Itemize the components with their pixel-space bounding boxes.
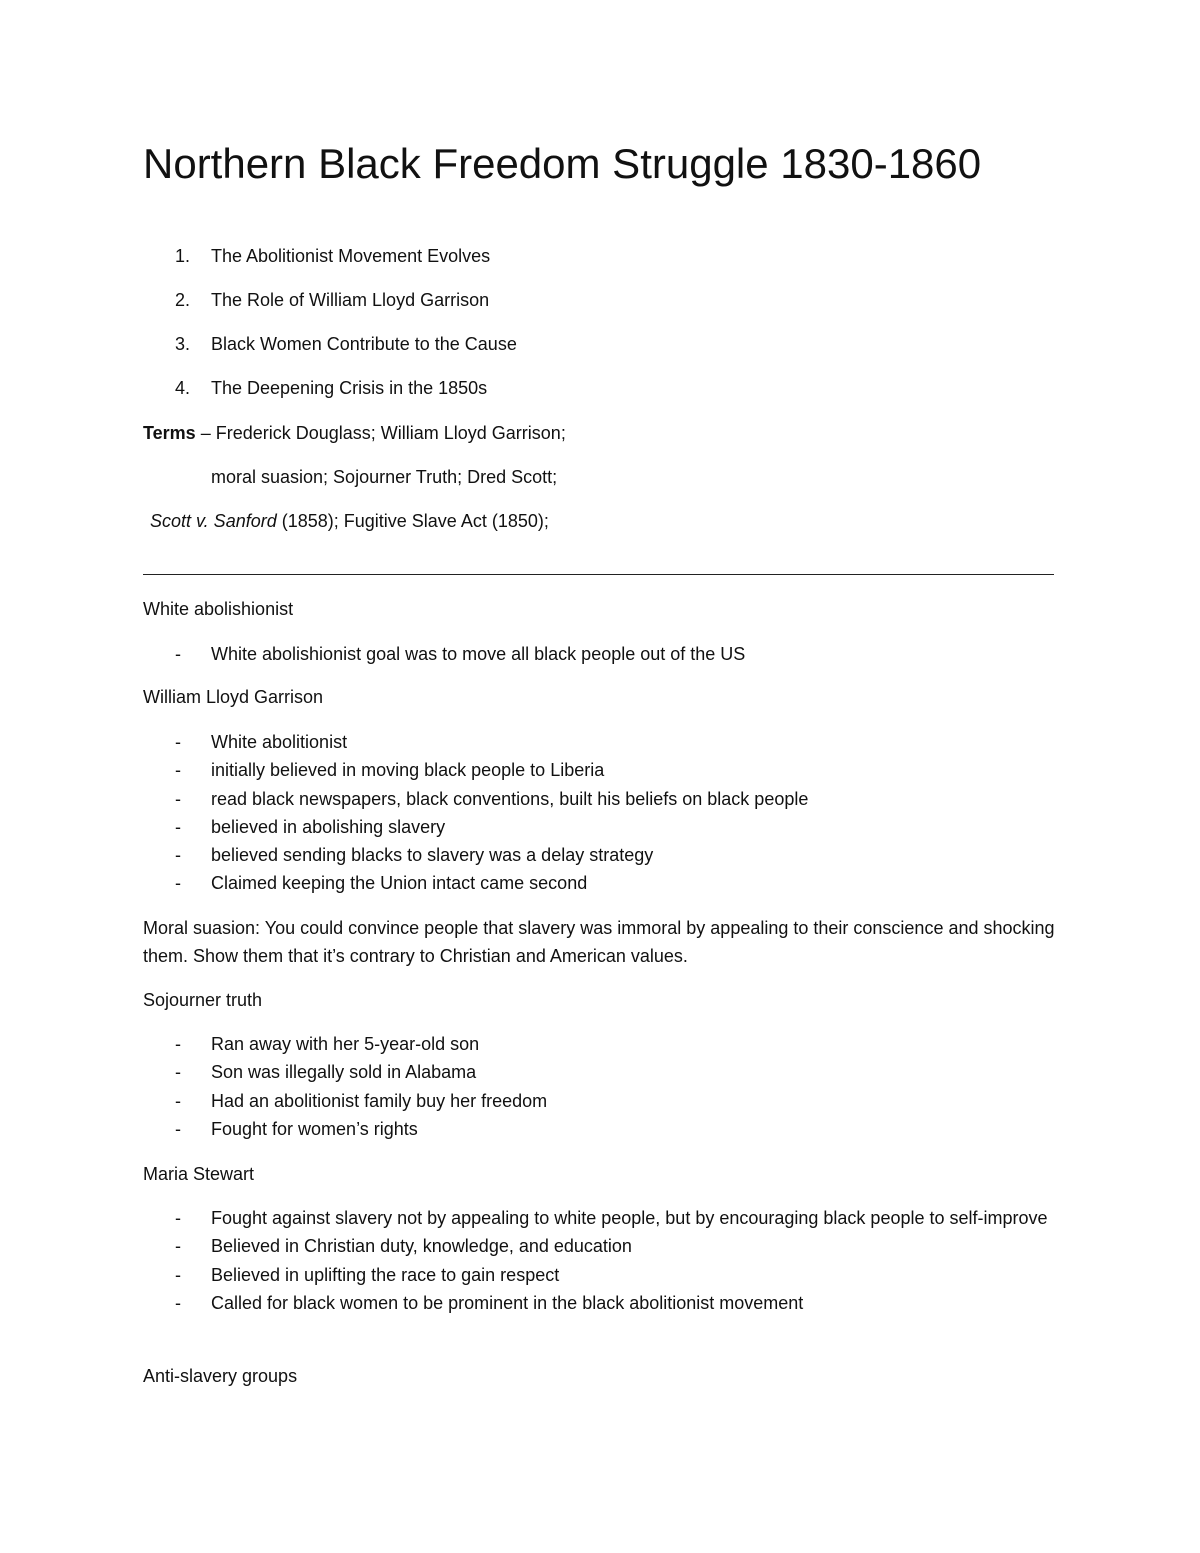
bullet-dash: -	[175, 1208, 181, 1228]
list-item-text: Believed in Christian duty, knowledge, and education	[211, 1236, 632, 1257]
list-item-text: initially believed in moving black people to Liberia	[211, 760, 605, 781]
bullet-dash: -	[175, 873, 181, 894]
terms-line-3	[150, 508, 549, 534]
outline-text: Black Women Contribute to the Cause	[211, 334, 517, 354]
list-item	[143, 1261, 1063, 1289]
list-item	[143, 1289, 1063, 1317]
section-heading: Anti-slavery groups	[143, 1366, 298, 1386]
list-item	[143, 869, 1063, 897]
bullet-dash: -	[175, 1062, 181, 1083]
divider	[143, 574, 1054, 575]
terms-line-1	[143, 420, 566, 446]
list-item	[143, 1058, 1063, 1086]
list-item-text: believed sending blacks to slavery was a delay strategy	[211, 845, 654, 866]
list-item	[143, 1087, 1063, 1115]
bullet-list	[143, 640, 1063, 668]
list-item	[143, 756, 1063, 784]
outline-text: The Abolitionist Movement Evolves	[211, 246, 491, 266]
list-item	[143, 813, 1063, 841]
list-item-text: White abolitionist	[211, 732, 348, 752]
list-item	[143, 785, 1063, 813]
bullet-list	[143, 728, 1063, 898]
list-item-text: White abolishionist goal was to move all black people out of the US	[211, 644, 746, 664]
list-item	[143, 1115, 1063, 1143]
terms-line-2: moral suasion; Sojourner Truth; Dred Scott;	[211, 467, 558, 487]
outline-number: 3.	[175, 334, 191, 354]
list-item	[143, 1204, 1063, 1232]
outline-number: 4.	[175, 378, 191, 398]
case-name: Scott v. Sanford	[150, 511, 277, 531]
list-item-text: Had an abolitionist family buy her freedom	[211, 1090, 548, 1111]
outline-number: 2.	[175, 290, 191, 310]
bullet-dash: -	[175, 1034, 181, 1054]
list-item-text: Called for black women to be prominent in the black abolitionist movement	[211, 1292, 804, 1313]
terms-text: – Frederick Douglass; William Lloyd Garrison;	[195, 423, 566, 443]
bullet-dash: -	[175, 1292, 181, 1313]
outline-number: 1.	[175, 246, 191, 266]
bullet-list	[143, 1030, 1063, 1143]
list-item	[143, 1232, 1063, 1260]
list-item	[143, 1030, 1063, 1058]
terms-text: (1858); Fugitive Slave Act (1850);	[276, 511, 549, 531]
list-item-text: Claimed keeping the Union intact came second	[211, 873, 588, 894]
list-item-text: Fought for women’s rights	[211, 1118, 418, 1139]
bullet-list	[143, 1204, 1063, 1317]
bullet-dash: -	[175, 732, 181, 752]
list-item	[143, 728, 1063, 756]
list-item-text: believed in abolishing slavery	[211, 816, 446, 837]
bullet-dash: -	[175, 1264, 181, 1285]
section-heading: White abolishionist	[143, 599, 294, 619]
list-item-text: Son was illegally sold in Alabama	[211, 1062, 477, 1083]
outline-text: The Deepening Crisis in the 1850s	[211, 378, 488, 398]
bullet-dash: -	[175, 1090, 181, 1111]
bullet-dash: -	[175, 788, 181, 809]
terms-label: Terms	[143, 423, 196, 443]
bullet-dash: -	[175, 1236, 181, 1257]
section-heading: William Lloyd Garrison	[143, 687, 324, 707]
list-item	[143, 640, 1063, 668]
bullet-dash: -	[175, 1118, 181, 1139]
list-item-text: Believed in uplifting the race to gain respect	[211, 1264, 560, 1285]
bullet-dash: -	[175, 760, 181, 781]
list-item-text: Fought against slavery not by appealing to white people, but by encouraging black people to self-improve	[211, 1208, 1048, 1228]
outline-text: The Role of William Lloyd Garrison	[211, 290, 490, 310]
section-heading: Maria Stewart	[143, 1164, 255, 1184]
page-title: Northern Black Freedom Struggle 1830-1860	[143, 140, 982, 187]
list-item	[143, 841, 1063, 869]
section-heading: Sojourner truth	[143, 990, 263, 1010]
list-item-text: read black newspapers, black conventions, built his beliefs on black people	[211, 788, 809, 809]
bullet-dash: -	[175, 845, 181, 866]
moral-suasion-paragraph: Moral suasion: You could convince people that slavery was immoral by appealing to their conscience and shocking them. Show them that it’s contrary to Christian and American values.	[143, 918, 1055, 967]
bullet-dash: -	[175, 816, 181, 837]
bullet-dash: -	[175, 644, 181, 664]
list-item-text: Ran away with her 5-year-old son	[211, 1034, 480, 1054]
